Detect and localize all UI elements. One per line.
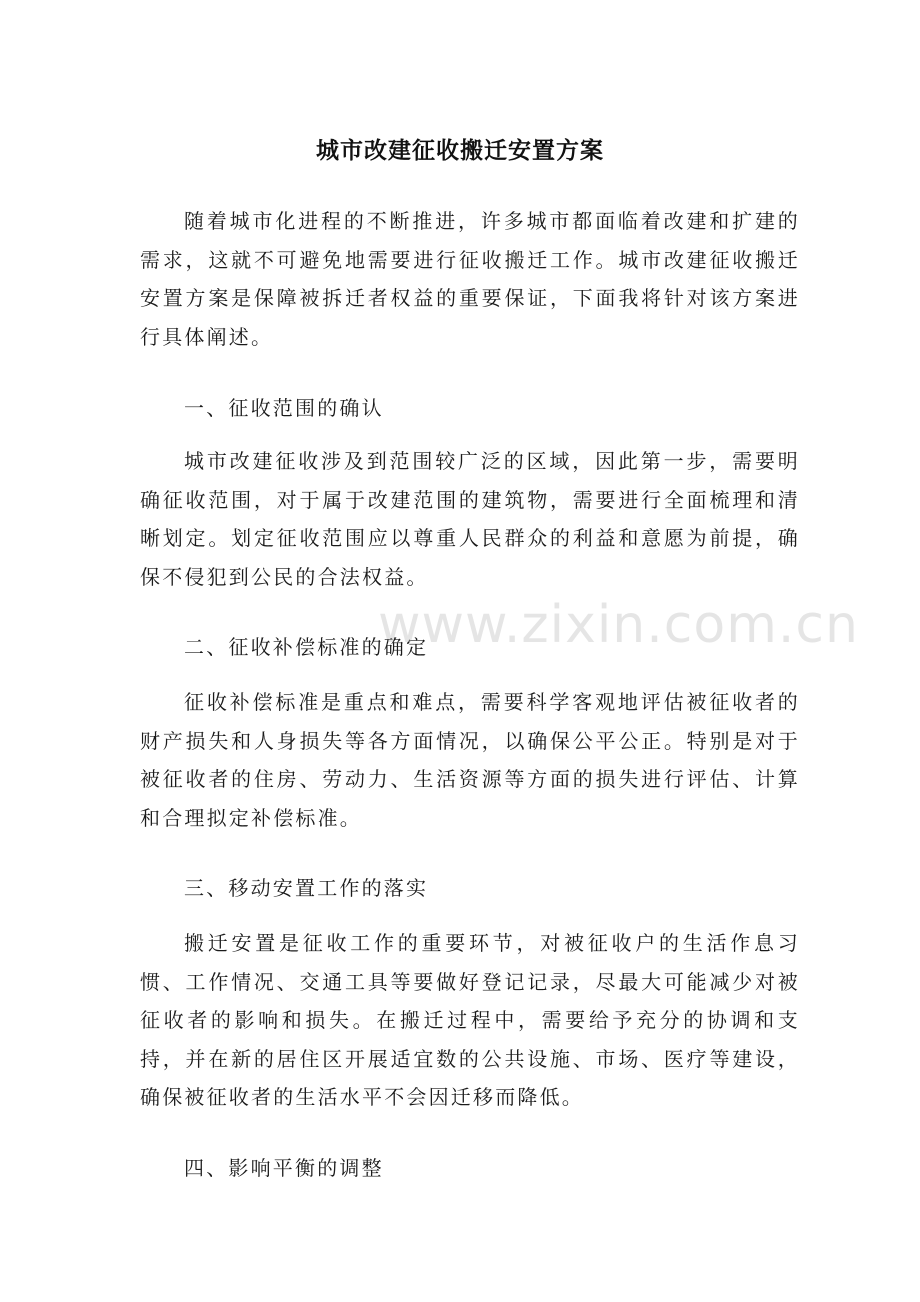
section-heading-1: 一、征收范围的确认 — [184, 396, 384, 420]
section-body-3: 搬迁安置是征收工作的重要环节，对被征收户的生活作息习惯、工作情况、交通工具等要做好登记记录，尽最大可能减少对被征收者的影响和损失。在搬迁过程中，需要给予充分的协调和支持，并在新的居住区开展适宜数的公共设施、市场、医疗等建设，确保被征收者的生活水平不会因迁移而降低。 — [140, 931, 800, 1109]
section-body-1: 城市改建征收涉及到范围较广泛的区域，因此第一步，需要明确征收范围，对于属于改建范围的建筑物，需要进行全面梳理和清晰划定。划定征收范围应以尊重人民群众的利益和意愿为前提，确保不侵犯到公民的合法权益。 — [140, 449, 800, 589]
intro-paragraph: 随着城市化进程的不断推进，许多城市都面临着改建和扩建的需求，这就不可避免地需要进行征收搬迁工作。城市改建征收搬迁安置方案是保障被拆迁者权益的重要保证，下面我将针对该方案进行具体阐述。 — [140, 209, 800, 349]
section-body-2: 征收补偿标准是重点和难点，需要科学客观地评估被征收者的财产损失和人身损失等各方面情况，以确保公平公正。特别是对于被征收者的住房、劳动力、生活资源等方面的损失进行评估、计算和合理拟定补偿标准。 — [140, 690, 800, 830]
document-title: 城市改建征收搬迁安置方案 — [316, 138, 604, 164]
watermark: www.zixin.com.cn — [378, 595, 859, 655]
section-heading-2: 二、征收补偿标准的确定 — [184, 635, 429, 659]
section-heading-4: 四、影响平衡的调整 — [184, 1156, 384, 1180]
section-heading-3: 三、移动安置工作的落实 — [184, 876, 429, 900]
